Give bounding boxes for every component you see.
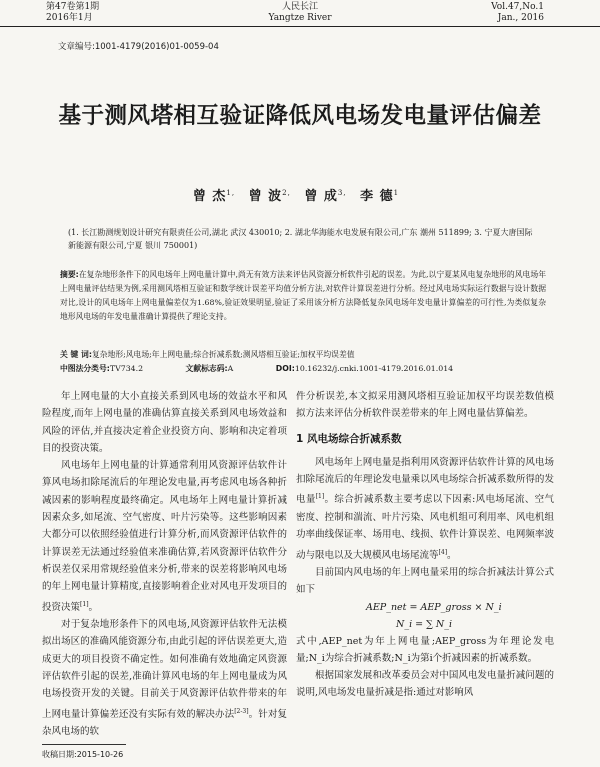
author-affil-mark: 2, (282, 188, 291, 197)
classification-line (60, 362, 560, 376)
body-paragraph: 风电场年上网电量的计算通常利用风资源评估软件计算风电场扣除尾流后的年理论发电量,再考虑风电场各种折减因素的影响程度最终确定。风电场年上网电量计算折减因素众多,如尾流、空气密度、叶片污染等。这些影响因素大都分可以依照经验值进行计算分析,而风资源评估软件的计算误差无法通过经验值来准确估算,若风资源评估软件分析误差仅采用常规经验值来分析,带来的误差将影响风电场的年上网电量计算精度,直接影响着企业对风电开发项目的投资决策[1]。 (42, 460, 287, 613)
formula-1: AEP_net = AEP_gross × N_i (366, 601, 502, 613)
abstract (60, 268, 546, 324)
author-list (0, 185, 600, 204)
body-left-column (42, 388, 287, 740)
affiliations: (1. 长江勘测规划设计研究有限责任公司,湖北 武汉 430010; 2. 湖北华海能水电发展有限公司,广东 潮州 511899; 3. 宁夏大唐国际新能源有限公司,宁夏 银川 750001) (68, 228, 533, 250)
author-affil-mark: 1 (393, 188, 400, 197)
keywords-text: 复杂地形;风电场;年上网电量;综合折减系数;测风塔相互验证;加权平均误差值 (91, 350, 355, 359)
journal-name-en: Yangtze River (268, 13, 332, 23)
doi-value: 10.16232/j.cnki.1001-4179.2016.01.014 (294, 364, 454, 373)
formula-2: N_i = ∑ N_i (396, 618, 453, 630)
article-number: 文章编号:1001-4179(2016)01-0059-04 (58, 42, 219, 52)
doi-label: DOI: (275, 364, 295, 373)
clc-value: TV734.2 (109, 364, 144, 373)
footnote-rule (42, 744, 126, 745)
doc-code-label: 文献标志码: (185, 364, 228, 373)
formula-description: 式中,AEP_net为年上网电量;AEP_gross为年理论发电量;N_i为综合折减系数;N_i为第i个折减因素的折减系数。 (296, 635, 554, 664)
received-date: 收稿日期:2015-10-26 (42, 750, 124, 759)
keywords-label: 关 键 词: (60, 350, 92, 359)
doc-code-value: A (227, 364, 234, 373)
issue-date: 2016年1月 (46, 13, 93, 23)
body-text: 风电场年上网电量是指利用风资源评估软件计算的风电场扣除尾流后的年理论发电量乘以风电场综合折减系数所得的发电量 (296, 456, 554, 506)
author-affil-mark: 1, (226, 188, 236, 197)
keywords (60, 348, 546, 362)
body-paragraph: 根据国家发展和改革委员会对中国风电发电量折减问题的说明,风电场发电量折减是指:通过对影响风 (296, 670, 554, 699)
author-name: 李 德 (360, 189, 394, 204)
volume-issue-en: Vol.47,No.1 (491, 2, 544, 12)
body-paragraph: 风电场年上网电量是指利用风资源评估软件计算的风电场扣除尾流后的年理论发电量乘以风电场综合折减系数所得的发电量[1]。综合折减系数主要考虑以下因素:风电场尾流、空气密度、控制和湍流、叶片污染、风电机组可利用率、风电机组功率曲线保证率、场用电、线损、软件计算误差、电网频率波动与限电以及大规模风电场尾流等[4]。 (296, 456, 554, 561)
header-right (491, 2, 544, 24)
body-text: 对于复杂地形条件下的风电场,风资源评估软件无法模拟出场区的准确风能资源分布,由此引起的评估误差更大,造成更大的项目投资不确定性。如何准确有效地确定风资源评估软件引起的误差,准确计算风电场的年上网电量成为风电场投资开发的关键。目前关于风资源评估软件带来的年上网电量计算偏差还没有实际有效的解决办法 (42, 619, 287, 720)
citation-ref: 4 (440, 548, 445, 556)
body-paragraph: 目前国内风电场的年上网电量采用的综合折减法计算公式如下 (296, 566, 554, 596)
body-text: 风电场年上网电量的计算通常利用风资源评估软件计算风电场扣除尾流后的年理论发电量,再考虑风电场各种折减因素的影响程度最终确定。风电场年上网电量计算折减因素众多,如尾流、空气密度、叶片污染等。这些影响因素大都分可以依照经验值进行计算分析,而风资源评估软件的计算误差无法通过经验值来准确估算,若风资源评估软件分析误差仅采用常规经验值来分析,带来的误差将影响风电场的年上网电量计算精度,直接影响着企业对风电开发项目的投资决策 (42, 460, 287, 613)
paper-title: 基于测风塔相互验证降低风电场发电量评估偏差 (58, 103, 542, 129)
citation-ref: 2-3 (236, 707, 247, 715)
journal-name-cn: 人民长江 (281, 2, 318, 12)
author-name: 曾 杰 (192, 189, 227, 204)
abstract-text: 在复杂地形条件下的风电场年上网电量计算中,尚无有效方法来评估风资源分析软件引起的误差。为此,以宁夏某风电复杂地形的风电场年上网电量评估结果为例,采用测风塔相互验证和数学统计误差平均值分析方法,对软件计算误差进行分析。经过风电场实际运行数据与设计数据对比,设计的风电场年上网电量偏差仅为1.68%,验证效果明显,验证了采用该分析方法降低复杂风电场年发电量计算偏差的可行性,为类似复杂地形风电场的年发电量准确计算提供了理论支持。 (60, 270, 547, 321)
volume-issue: 第47卷第1期 (46, 2, 100, 12)
formula-block (296, 599, 554, 633)
author-affil-mark: 3, (337, 188, 347, 197)
author-name: 曾 成 (304, 189, 338, 204)
body-text: 。综合折减系数主要考虑以下因素:风电场尾流、空气密度、控制和湍流、叶片污染、风电机组可利用率、风电机组功率曲线保证率、场用电、线损、软件计算误差、电网频率波动与限电以及大规模风电场尾流等 (296, 494, 554, 561)
author-name: 曾 波 (248, 189, 283, 204)
abstract-label: 摘要: (60, 270, 79, 279)
body-paragraph: 年上网电量的大小直接关系到风电场的效益水平和风险程度,而年上网电量的准确估算直接关系到风电场效益和风险的评估,并直接决定着企业投资方向、影响和决定着项目的投资决策。 (42, 391, 287, 454)
citation-ref: 1 (318, 493, 322, 501)
body-right-column (296, 388, 554, 702)
body-text: 。针对复杂风电场的软 (42, 708, 287, 737)
running-header (0, 0, 600, 27)
citation-ref: 1 (82, 600, 87, 608)
issue-date-en: Jan., 2016 (497, 13, 544, 23)
section-heading: 1 风电场综合折减系数 (296, 432, 402, 445)
body-paragraph: 件分析误差,本文拟采用测风塔相互验证加权平均误差数值模拟方法来评估分析软件误差带来的年上网电量估算偏差。 (296, 391, 554, 420)
body-paragraph: 对于复杂地形条件下的风电场,风资源评估软件无法模拟出场区的准确风能资源分布,由此引起的评估误差更大,造成更大的项目投资不确定性。如何准确有效地确定风资源评估软件引起的误差,准确计算风电场的年上网电量成为风电场投资开发的关键。目前关于风资源评估软件带来的年上网电量计算偏差还没有实际有效的解决办法[2-3]。针对复杂风电场的软 (42, 619, 287, 737)
clc-label: 中图法分类号: (60, 364, 110, 373)
